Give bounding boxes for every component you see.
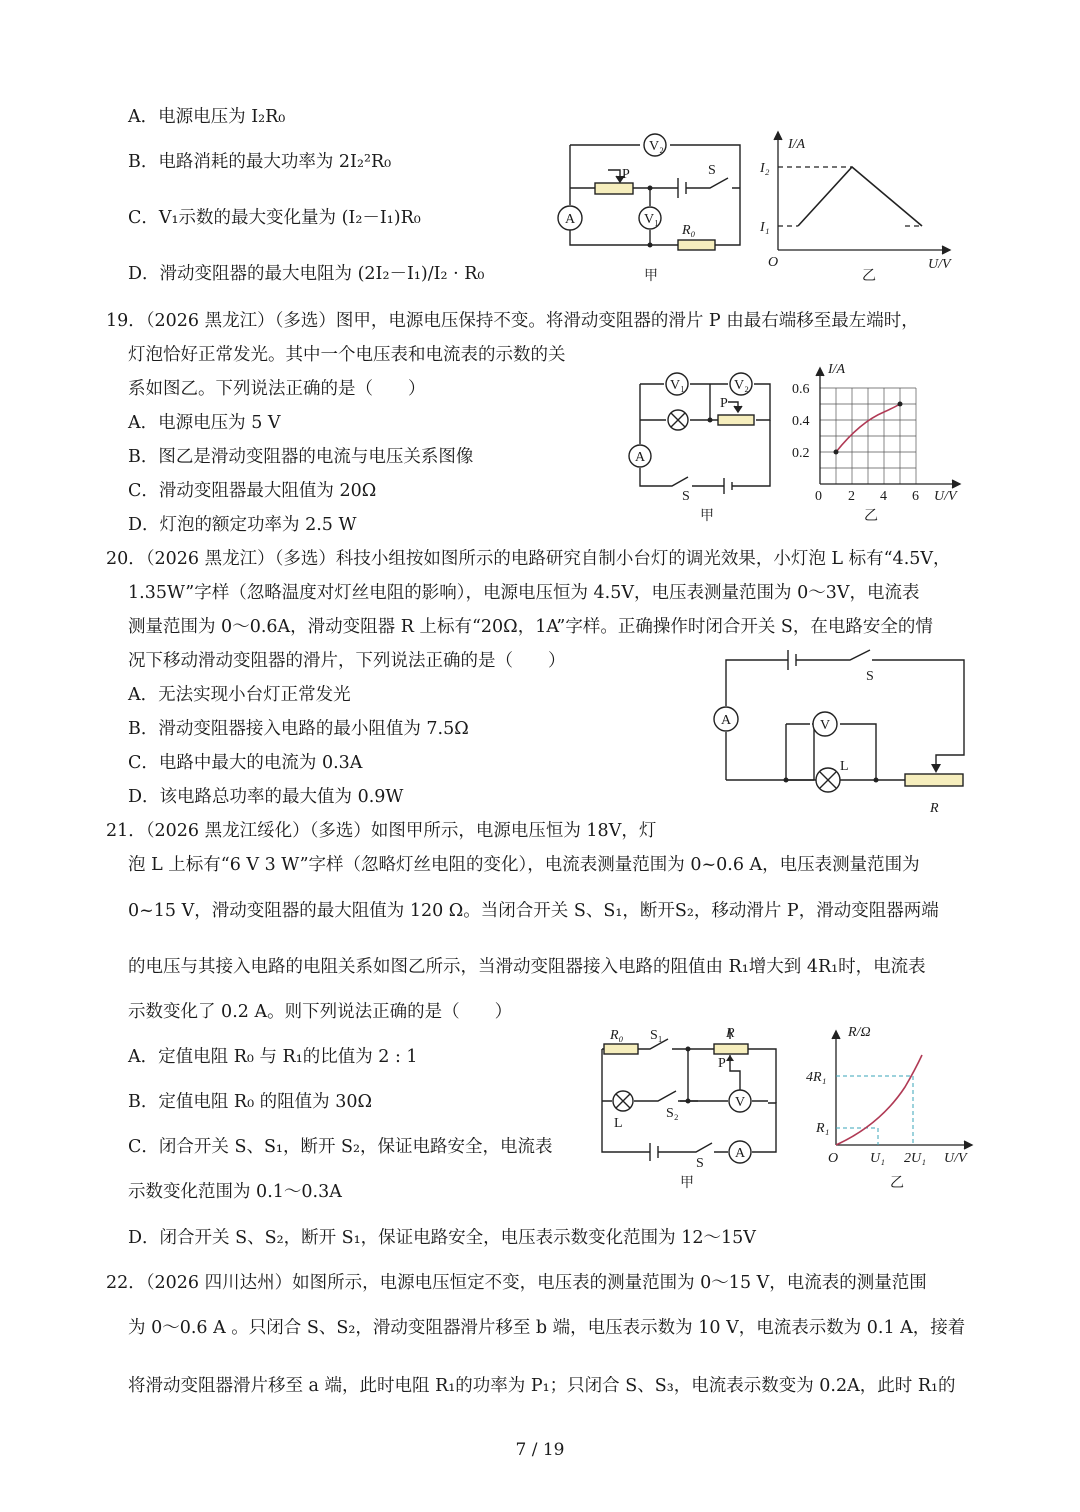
q20-option-b: B．滑动变阻器接入电路的最小阻值为 7.5Ω — [128, 719, 469, 739]
fig21-switch-label: S — [696, 1156, 704, 1171]
q20-option-d: D．该电路总功率的最大值为 0.9W — [128, 787, 404, 807]
q21-option-b: B．定值电阻 R₀ 的阻值为 30Ω — [128, 1092, 373, 1112]
fig21-rheostat-label: R — [726, 1026, 735, 1041]
fig20-rheostat-label: R — [930, 801, 939, 816]
q20-option-a: A．无法实现小台灯正常发光 — [128, 685, 351, 705]
q18-option-c: C．V₁示数的最大变化量为 (I₂－I₁)R₀ — [128, 208, 421, 228]
fig20-switch-label: S — [866, 669, 874, 684]
q21-stem-line2: 泡 L 上标有“6 V 3 W”字样（忽略灯丝电阻的变化），电流表测量范围为 0~0.6 A，电压表测量范围为 — [128, 855, 920, 875]
q20-figure — [700, 640, 980, 820]
chart19-ylabel: I/A — [828, 362, 846, 377]
fig18-s-label: S — [708, 163, 716, 178]
fig19-yi-caption: 乙 — [864, 509, 878, 524]
fig18-v1-label: V₁ — [644, 212, 659, 227]
q21-figure — [580, 1015, 980, 1200]
chart18-ylabel: I/A — [788, 137, 806, 152]
q20-stem-line2: 1.35W”字样（忽略温度对灯丝电阻的影响），电源电压恒为 4.5V，电压表测量范围为 0～3V，电流表 — [128, 583, 920, 603]
q21-stem-line1: 21．（2026 黑龙江绥化）（多选）如图甲所示，电源电压恒为 18V，灯 — [106, 821, 657, 841]
fig20-ammeter-label: A — [721, 713, 732, 728]
fig19-s-label: S — [682, 489, 690, 504]
q19-stem-line2: 灯泡恰好正常发光。其中一个电压表和电流表的示数的关 — [128, 345, 566, 365]
fig21-jia-caption: 甲 — [680, 1176, 694, 1191]
chart19-xlabel: U/V — [934, 489, 957, 504]
fig19-p-label: P — [720, 396, 728, 411]
fig20-voltmeter-label: V — [820, 718, 831, 733]
q19-option-d: D．灯泡的额定功率为 2.5 W — [128, 515, 357, 535]
q18-option-d: D．滑动变阻器的最大电阻为 (2I₂－I₁)/I₂ · R₀ — [128, 264, 485, 284]
chart19-ytick-0-4: 0.4 — [792, 414, 810, 429]
fig19-jia-caption: 甲 — [700, 509, 714, 524]
q22-stem-line1: 22．（2026 四川达州）如图所示，电源电压恒定不变，电压表的测量范围为 0～15 V，电流表的测量范围 — [106, 1273, 927, 1293]
q22-stem-line2: 为 0～0.6 A 。只闭合 S、S₂，滑动变阻器滑片移至 b 端，电压表示数为 10 V，电流表示数为 0.1 A，接着 — [128, 1318, 966, 1338]
q18-option-a: A．电源电压为 I₂R₀ — [128, 107, 286, 127]
chart18-i1-label: I₁ — [760, 220, 770, 235]
q19-option-a: A．电源电压为 5 V — [128, 413, 281, 433]
chart21-r1-label: R₁ — [816, 1121, 830, 1136]
fig18-jia-caption: 甲 — [644, 269, 658, 284]
fig21-ammeter-label: A — [735, 1146, 746, 1161]
q19-option-c: C．滑动变阻器最大阻值为 20Ω — [128, 481, 377, 501]
fig19-v1-label: V₁ — [670, 378, 685, 393]
chart18-origin-label: O — [768, 255, 779, 270]
page-number: 7 / 19 — [515, 1440, 565, 1460]
q19-stem-line1: 19．（2026 黑龙江）（多选）图甲，电源电压保持不变。将滑动变阻器的滑片 P 由最右端移至最左端时， — [106, 311, 919, 331]
q18-figure — [550, 120, 980, 290]
chart19-xtick-2: 2 — [848, 489, 855, 504]
chart21-u1-label: U₁ — [870, 1151, 885, 1166]
q19-stem-line3: 系如图乙。下列说法正确的是（ ） — [128, 379, 426, 399]
fig18-r0-label: R₀ — [682, 223, 696, 238]
fig21-lamp-label: L — [614, 1116, 623, 1131]
fig18-v2-label: V₂ — [649, 139, 664, 154]
fig20-lamp-label: L — [840, 759, 849, 774]
fig21-yi-caption: 乙 — [890, 1176, 904, 1191]
q19-figure — [620, 360, 980, 528]
fig18-p-label: P — [622, 167, 630, 182]
q20-stem-line4: 况下移动滑动变阻器的滑片，下列说法正确的是（ ） — [128, 651, 566, 671]
chart21-4r1-label: 4R₁ — [806, 1070, 827, 1085]
q18-option-b: B．电路消耗的最大功率为 2I₂²R₀ — [128, 152, 392, 172]
q19-option-b: B．图乙是滑动变阻器的电流与电压关系图像 — [128, 447, 474, 467]
fig21-p-label: P — [718, 1056, 726, 1071]
q22-stem-line3: 将滑动变阻器滑片移至 a 端，此时电阻 R₁的功率为 P₁；只闭合 S、S₃，电流表示数变为 0.2A，此时 R₁的 — [128, 1376, 956, 1396]
chart18-xlabel: U/V — [928, 257, 951, 272]
q20-stem-line1: 20．（2026 黑龙江）（多选）科技小组按如图所示的电路研究自制小台灯的调光效果，小灯泡 L 标有“4.5V， — [106, 549, 951, 569]
chart19-ytick-0-6: 0.6 — [792, 382, 810, 397]
chart21-2u1-label: 2U₁ — [904, 1151, 926, 1166]
q21-option-d: D．闭合开关 S、S₂，断开 S₁，保证电路安全，电压表示数变化范围为 12～15V — [128, 1228, 756, 1248]
chart19-ytick-0-2: 0.2 — [792, 446, 810, 461]
fig21-s2-label: S₂ — [666, 1106, 679, 1121]
q21-option-c-cont: 示数变化范围为 0.1～0.3A — [128, 1182, 342, 1202]
q20-option-c: C．电路中最大的电流为 0.3A — [128, 753, 363, 773]
q21-option-c: C．闭合开关 S、S₁，断开 S₂，保证电路安全，电流表 — [128, 1137, 553, 1157]
q21-stem-line4: 的电压与其接入电路的电阻关系如图乙所示，当滑动变阻器接入电路的阻值由 R₁增大到 4R₁时，电流表 — [128, 957, 926, 977]
chart19-xtick-0: 0 — [815, 489, 822, 504]
q21-stem-line5: 示数变化了 0.2 A。则下列说法正确的是（ ） — [128, 1002, 513, 1022]
chart21-ylabel: R/Ω — [848, 1025, 871, 1040]
chart19-xtick-6: 6 — [912, 489, 919, 504]
chart19-xtick-4: 4 — [880, 489, 887, 504]
chart21-xlabel: U/V — [944, 1151, 967, 1166]
fig19-v2-label: V₂ — [734, 378, 749, 393]
fig21-s1-label: S₁ — [650, 1028, 663, 1043]
q20-stem-line3: 测量范围为 0～0.6A，滑动变阻器 R 上标有“20Ω，1A”字样。正确操作时闭合开关 S，在电路安全的情 — [128, 617, 933, 637]
chart21-origin-label: O — [828, 1151, 839, 1166]
chart18-i2-label: I₂ — [760, 161, 770, 176]
q21-option-a: A．定值电阻 R₀ 与 R₁的比值为 2 : 1 — [128, 1047, 418, 1067]
q21-stem-line3: 0~15 V，滑动变阻器的最大阻值为 120 Ω。当闭合开关 S、S₁，断开S₂，移动滑片 P，滑动变阻器两端 — [128, 901, 939, 921]
fig21-voltmeter-label: V — [735, 1095, 746, 1110]
fig18-ammeter-label: A — [565, 212, 576, 227]
fig21-r0-label: R₀ — [610, 1028, 624, 1043]
fig18-yi-caption: 乙 — [862, 269, 876, 284]
fig19-ammeter-label: A — [635, 450, 646, 465]
